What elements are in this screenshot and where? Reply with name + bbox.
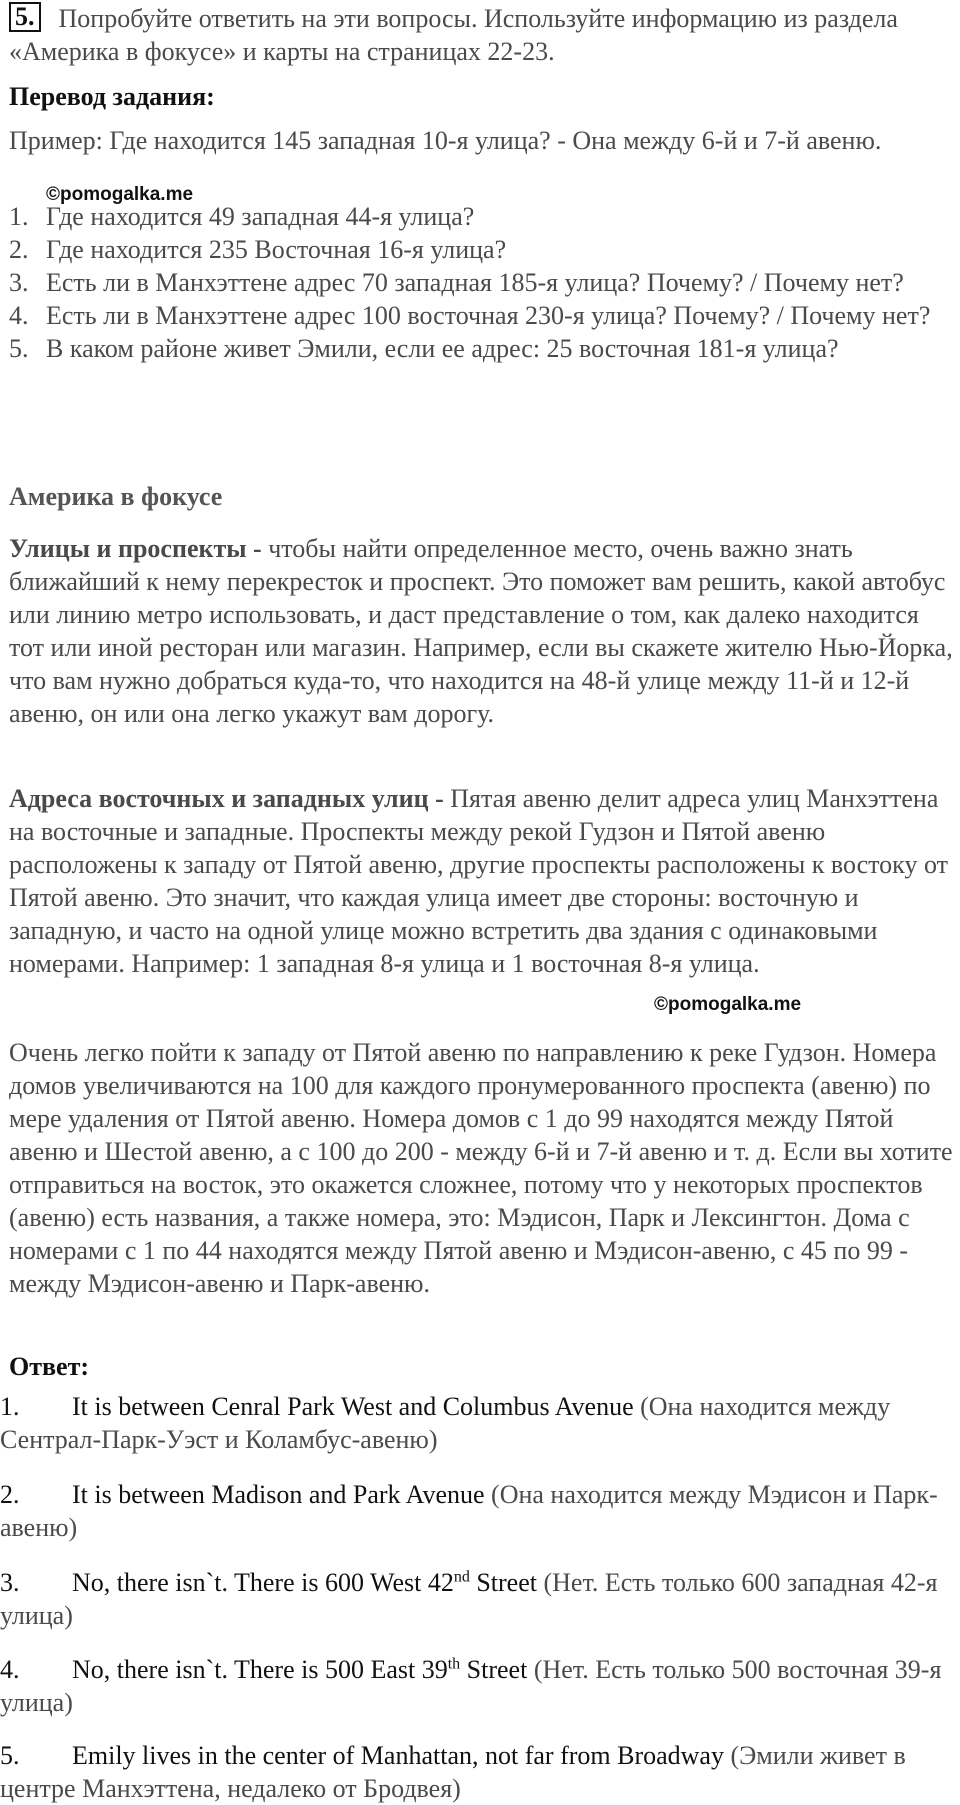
questions-list: [9, 200, 959, 365]
list-item: 2. Где находится 235 Восточная 16-я улица?: [9, 235, 507, 264]
addresses-paragraph: Адреса восточных и западных улиц - Пятая авеню делит адреса улиц Манхэттена на восточные и западные. Проспекты между рекой Гудзон и Пятой авеню расположены к западу от Пятой авеню, другие проспекты расположены к востоку от Пятой авеню. Это значит, что каждая улица имеет две стороны: восточную и западную, и часто на одной улице можно встретить два здания с одинаковыми номерами. Например: 1 западная 8-я улица и 1 восточная 8-я улица.: [9, 784, 948, 978]
list-item: 5. В каком районе живет Эмили, если ее адрес: 25 восточная 181-я улица?: [9, 334, 839, 363]
list-item: 1. Где находится 49 западная 44-я улица?: [9, 202, 475, 231]
watermark: ©pomogalka.me: [46, 184, 194, 205]
west-east-paragraph: Очень легко пойти к западу от Пятой авеню по направлению к реке Гудзон. Номера домов увеличиваются на 100 для каждого пронумерованного проспекта (авеню) по мере удаления от Пятой авеню. Номера домов с 1 до 99 находятся между Пятой авеню и Шестой авеню, а с 100 до 200 - между 6-й и 7-й авеню и т. д. Если вы хотите отправиться на восток, это окажется сложнее, потому что у некоторых проспектов (авеню) есть названия, а также номера, это: Мэдисон, Парк и Лексингтон. Дома с номерами с 1 по 44 находятся между Пятой авеню и Мэдисон-авеню, с 45 по 99 - между Мэдисон-авеню и Парк-авеню.: [9, 1038, 953, 1298]
answer-item: 3. No, there isn`t. There is 600 West 42nd Street (Нет. Есть только 600 западная 42-я улица): [0, 1568, 938, 1630]
watermark: ©pomogalka.me: [654, 994, 802, 1015]
answer-item: 1. It is between Cenral Park West and Columbus Avenue (Она находится между Сентрал-Парк-Уэст и Коламбус-авеню): [0, 1392, 891, 1454]
focus-heading: Америка в фокусе: [9, 482, 223, 511]
list-item: 4. Есть ли в Манхэттене адрес 100 восточная 230-я улица? Почему? / Почему нет?: [9, 301, 931, 330]
task-statement: [9, 2, 959, 68]
addresses-lead: Адреса восточных и западных улиц -: [9, 784, 444, 813]
list-item: 3. Есть ли в Манхэттене адрес 70 западная 185-я улица? Почему? / Почему нет?: [9, 268, 904, 297]
answer-item: 5. Emily lives in the center of Manhattan, not far from Broadway (Эмили живет в центре Манхэттена, недалеко от Бродвея): [0, 1741, 906, 1803]
task-text: Попробуйте ответить на эти вопросы. Используйте информацию из раздела «Америка в фокусе» и карты на страницах 22-23.: [9, 4, 898, 66]
example-text: Пример: Где находится 145 западная 10-я улица? - Она между 6-й и 7-й авеню.: [9, 126, 882, 155]
streets-paragraph: Улицы и проспекты - чтобы найти определенное место, очень важно знать ближайший к нему перекресток и проспект. Это поможет вам решить, какой автобус или линию метро использовать, и даст представление о том, как далеко находится тот или иной ресторан или магазин. Например, если вы скажете жителю Нью-Йорка, что вам нужно добраться куда-то, что находится на 48-й улице между 11-й и 12-й авеню, он или она легко укажут вам дорогу.: [9, 534, 953, 728]
answer-item: 2. It is between Madison and Park Avenue (Она находится между Мэдисон и Парк-авеню): [0, 1480, 938, 1542]
task-number: 5.: [9, 2, 41, 32]
streets-lead: Улицы и проспекты -: [9, 534, 262, 563]
answer-heading: Ответ:: [9, 1352, 90, 1381]
answer-item: 4. No, there isn`t. There is 500 East 39th Street (Нет. Есть только 500 восточная 39-я улица): [0, 1655, 942, 1717]
translation-heading: Перевод задания:: [9, 82, 215, 111]
